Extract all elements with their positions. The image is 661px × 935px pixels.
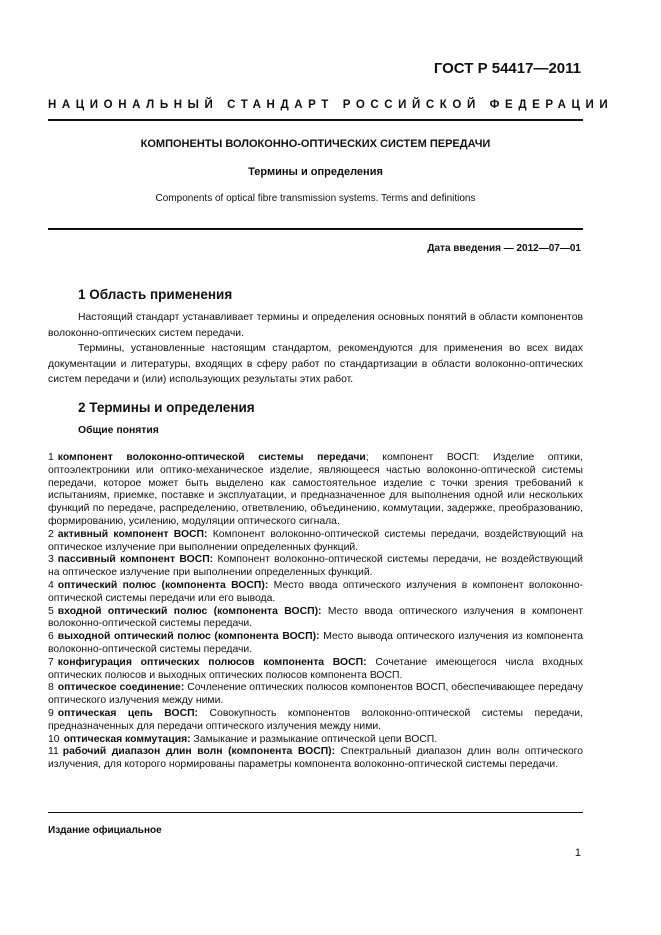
term-number: 10	[48, 733, 60, 745]
section-2-heading: 2 Термины и определения	[78, 400, 255, 415]
term-entry	[48, 529, 583, 555]
term-definition: Сочетание имеющегося числа входных оптических полюсов и выходных оптических полюсов компонента ВОСП.	[48, 656, 583, 681]
page-number: 1	[574, 847, 581, 859]
term-entry	[48, 746, 583, 772]
term-entry	[48, 554, 583, 580]
term-entry	[48, 580, 583, 606]
term-definition: Замыкание и размыкание оптической цепи ВОСП.	[190, 733, 438, 745]
section-1-heading: 1 Область применения	[78, 287, 233, 302]
general-concepts-heading: Общие понятия	[78, 425, 159, 436]
term-name: входной оптический полюс (компонента ВОСП):	[57, 605, 322, 617]
term-name: пассивный компонент ВОСП:	[57, 554, 214, 566]
term-number: 1	[48, 452, 54, 463]
document-title: КОМПОНЕНТЫ ВОЛОКОННО-ОПТИЧЕСКИХ СИСТЕМ ПЕРЕДАЧИ	[140, 138, 491, 150]
term-entry	[48, 734, 583, 747]
section-1-paragraph: Настоящий стандарт устанавливает термины и определения основных понятий в области компонентов волоконно-оптических систем передачи.	[48, 312, 583, 339]
term-number: 11	[48, 746, 59, 758]
term-number: 8	[48, 682, 54, 694]
term-number: 6	[48, 631, 54, 643]
term-number: 7	[48, 656, 54, 668]
national-standard-banner: НАЦИОНАЛЬНЫЙ СТАНДАРТ РОССИЙСКОЙ ФЕДЕРАЦИИ	[48, 99, 614, 111]
term-name: рабочий диапазон длин волн (компонента ВОСП):	[62, 746, 336, 758]
term-entry	[48, 657, 583, 683]
term-definition: ; компонент ВОСП: Изделие оптики, оптоэлектроники или оптико-механическое изделие, являющееся частью волоконно-оптической системы передачи, которое может быть выделено как самостоятельное изделие с точки зрения требований к испытаниям, приемке, поставке и эксплуатации, и предназначенное для выполнения одной или нескольких функций по передаче, распределению, ответвлению, объединению, коммутации, задержке, преобразованию, формированию, усилению, модуляции оптического сигнала.	[48, 452, 583, 527]
term-number: 9	[48, 707, 54, 719]
header-divider	[48, 119, 583, 121]
term-definition: Спектральный диапазон длин волн оптического излучения, для которого нормированы параметры компонента волоконно-оптической системы передачи.	[48, 746, 583, 771]
term-entry	[48, 452, 583, 529]
term-definition: Место ввода оптического излучения в компонент волоконно-оптической системы передачи.	[48, 605, 583, 630]
term-entry	[48, 682, 583, 708]
term-entry	[48, 708, 583, 734]
term-name: оптическая коммутация:	[63, 733, 191, 745]
term-name: оптический полюс (компонента ВОСП):	[57, 579, 269, 591]
introduction-date: Дата введения — 2012—07—01	[427, 243, 581, 254]
term-number: 5	[48, 605, 54, 617]
term-number: 3	[48, 554, 54, 566]
term-entry	[48, 606, 583, 632]
document-code: ГОСТ Р 54417—2011	[433, 60, 581, 77]
term-definition: Сочленение оптических полюсов компонентов ВОСП, обеспечивающее передачу оптического излучения между ними.	[48, 682, 583, 707]
term-number: 2	[48, 528, 54, 540]
term-name: оптическая цепь ВОСП:	[57, 707, 199, 719]
term-name: активный компонент ВОСП:	[57, 528, 208, 540]
term-number: 4	[48, 579, 54, 591]
term-definition: Компонент волоконно-оптической системы передачи, воздействующий на оптическое излучение при выполнении определенных функций.	[48, 528, 583, 553]
section-1-body	[48, 310, 583, 388]
document-subtitle: Термины и определения	[248, 166, 383, 178]
term-name: компонент волоконно-оптической системы передачи	[57, 452, 366, 463]
terms-list	[48, 452, 583, 772]
english-title: Components of optical fibre transmission systems. Terms and definitions	[155, 193, 476, 204]
term-name: оптическое соединение:	[57, 682, 185, 694]
term-definition: Совокупность компонентов волоконно-оптической системы передачи, предназначенных для передачи оптического излучения между ними.	[48, 707, 583, 732]
term-name: конфигурация оптических полюсов компонента ВОСП:	[57, 656, 367, 668]
term-definition: Место вывода оптического излучения из компонента волоконно-оптической системы передачи.	[48, 631, 583, 655]
term-name: выходной оптический полюс (компонента ВОСП):	[57, 631, 320, 643]
term-definition: Компонент волоконно-оптической системы передачи, не воздействующий на оптическое излучение при выполнении определенных функций.	[48, 554, 583, 579]
official-edition-label: Издание официальное	[48, 825, 162, 836]
footer-divider	[48, 812, 583, 813]
section-1-paragraph: Термины, установленные настоящим стандартом, рекомендуются для применения во всех видах документации и литературы, входящих в сферу работ по стандартизации в области волоконно-оптических систем передачи и (или) использующих результаты этих работ.	[48, 343, 583, 385]
title-divider	[48, 228, 583, 230]
term-entry	[48, 631, 583, 657]
term-definition: Место ввода оптического излучения в компонент волоконно-оптической системы передачи или его вывода.	[48, 579, 583, 604]
